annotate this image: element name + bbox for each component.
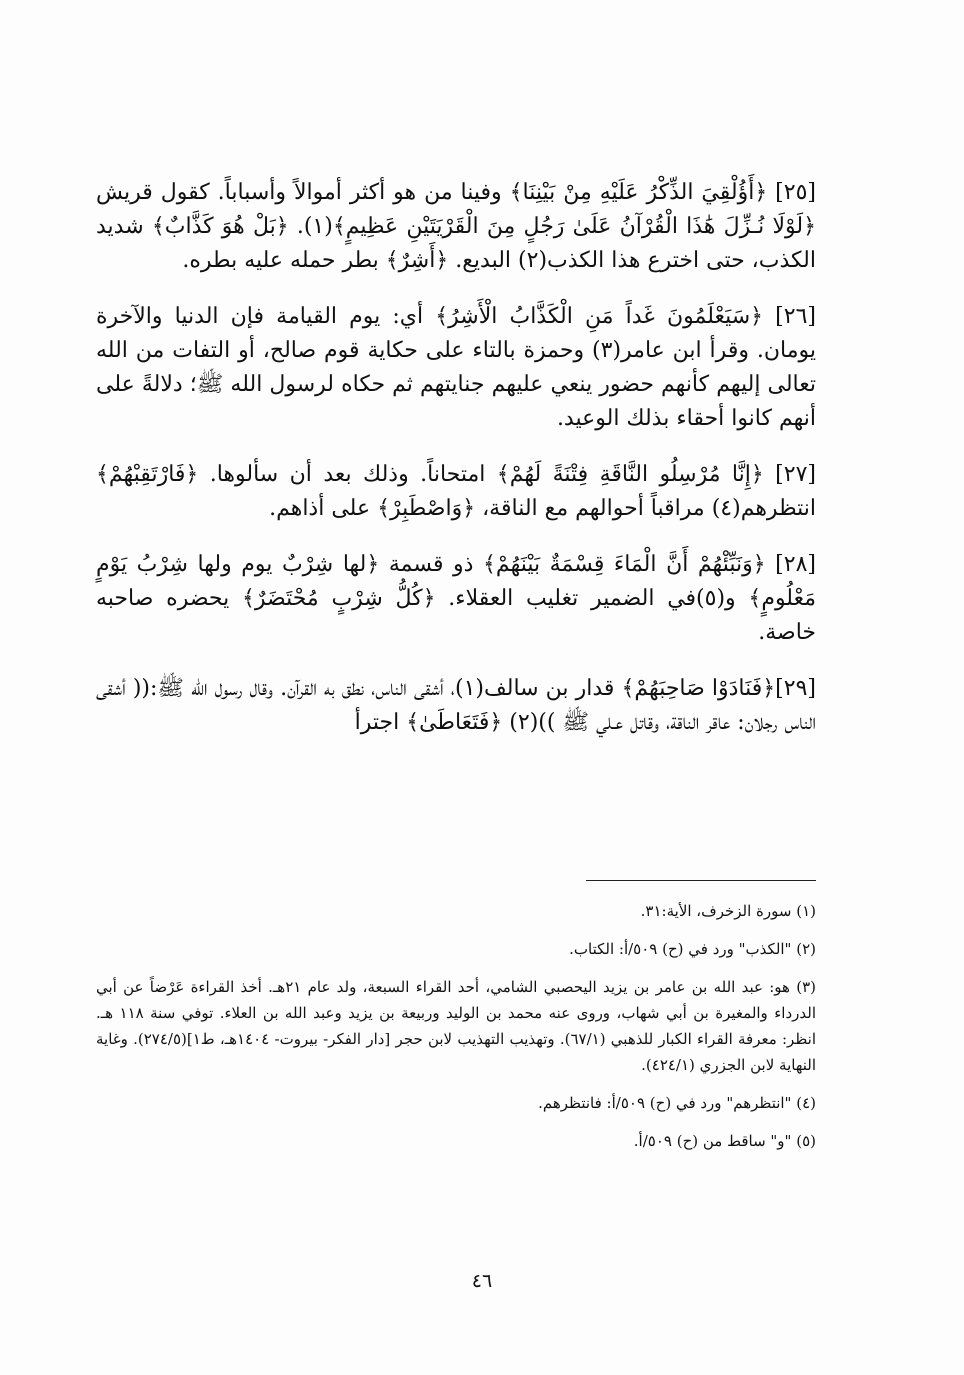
footnote-divider bbox=[586, 880, 816, 881]
main-text bbox=[96, 176, 816, 762]
footnote-3: (٣) هو: عبد الله بن عامر بن يزيد اليحصبي الشامي، أحد القراء السبعة، ولد عام ٢١هـ. أخذ القراءة عَرْضاً عن أبي الدرداء والمغيرة بن أبي شهاب، وروى عنه محمد بن الوليد وربيعة بن يزيد وعبد الله بن العلاء. توفي سنة ١١٨ هـ. انظر: معرفة القراء الكبار للذهبي (٦٧/١). وتهذيب التهذيب لابن حجر [دار الفكر- بيروت- ١٤٠٤هـ، ط١](٢٧٤/٥). وغاية النهاية لابن الجزري (٤٢٤/١). bbox=[96, 978, 817, 1074]
paragraph-verse-27: [٢٧] ﴿إِنَّا مُرْسِلُو النَّاقَةِ فِتْنَةً لَهُمْ﴾ امتحاناً. وذلك بعد أن سألوها. ﴿فَارْتَقِبْهُمْ﴾ انتظرهم(٤) مراقباً أحوالهم مع الناقة، ﴿وَاصْطَبِرْ﴾ على أذاهم. bbox=[96, 462, 816, 521]
footnotes bbox=[96, 898, 816, 1166]
paragraph-verse-28: [٢٨] ﴿وَنَبِّئْهُمْ أَنَّ الْمَاءَ قِسْمَةٌ بَيْنَهُمْ﴾ ذو قسمة ﴿لها شِرْبٌ يوم ولها شِرْبُ يَوْمٍ مَعْلُومٍ﴾ و(٥)في الضمير تغليب العقلاء. ﴿كُلُّ شِرْبٍ مُحْتَضَرٌ﴾ يحضره صاحبه خاصة. bbox=[96, 552, 816, 645]
footnote-1: (١) سورة الزخرف، الأية:٣١. bbox=[640, 902, 816, 920]
paragraph-verse-25: [٢٥] ﴿أَؤُلْقِيَ الذِّكْرُ عَلَيْهِ مِنْ بَيْنِنَا﴾ وفينا من هو أكثر أموالاً وأسباباً. كقول قريش ﴿لَوْلَا نُـزِّلَ هَٰذَا الْقُرْآنُ عَلَىٰ رَجُلٍ مِنَ الْقَرْيَتَيْنِ عَظِيمٍ﴾(١). ﴿بَلْ هُوَ كَذَّابٌ﴾ شديد الكذب، حتى اخترع هذا الكذب(٢) البديع. ﴿أَشِرٌ﴾ بطر حمله عليه بطره. bbox=[96, 180, 817, 273]
paragraph-verse-29: [٢٩]﴿فَنَادَوْا صَاحِبَهُمْ﴾ قدار بن سالف(١)، أشقى الناس، نطق به القرآن. وقال رسول الله ﷺ:(( أشقى الناس رجلان: عاقر الناقة، وقاتل عـلي ﷺ ))(٢) ﴿فَتَعَاطَىٰ﴾ اجترأ bbox=[96, 676, 816, 735]
paragraph-verse-26: [٢٦] ﴿سَيَعْلَمُونَ غَداً مَنِ الْكَذَّابُ الْأَشِرُ﴾ أي: يوم القيامة فإن الدنيا والآخرة يومان. وقرأ ابن عامر(٣) وحمزة بالتاء على حكاية قوم صالح، أو التفات من الله تعالى إليهم كأنهم حضور ينعي عليهم جنايتهم ثم حكاه لرسول الله ﷺ؛ دلالةً على أنهم كانوا أحقاء بذلك الوعيد. bbox=[96, 304, 816, 431]
footnote-4: (٤) "انتظرهم" ورد في (ح) ٥٠٩/أ: فانتظرهم. bbox=[538, 1094, 816, 1112]
page-number: ٤٦ bbox=[471, 1270, 493, 1292]
footnote-2: (٢) "الكذب" ورد في (ح) ٥٠٩/أ: الكتاب. bbox=[569, 940, 816, 958]
footnote-5: (٥) "و" ساقط من (ح) ٥٠٩/أ. bbox=[633, 1132, 816, 1150]
